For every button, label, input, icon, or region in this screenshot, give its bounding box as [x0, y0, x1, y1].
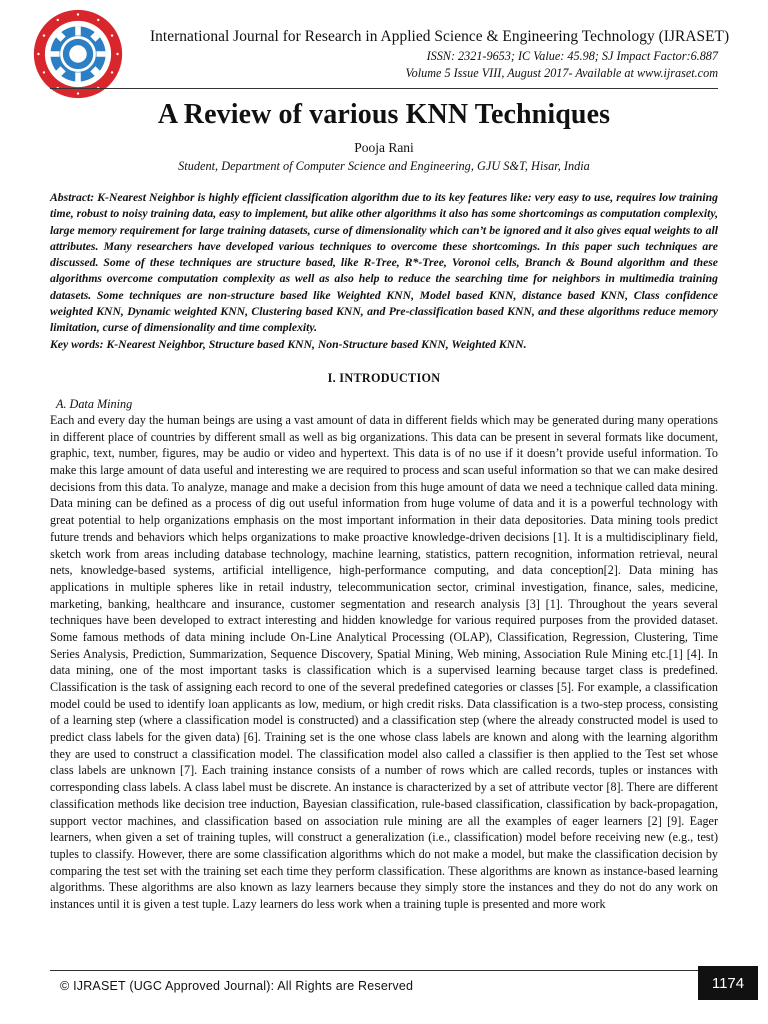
footer-copyright: © IJRASET (UGC Approved Journal): All Rights are Reserved — [60, 979, 414, 993]
journal-name: International Journal for Research in Applied Science & Engineering Technology (IJRASET) — [150, 28, 730, 45]
header-rule — [50, 88, 718, 89]
footer-rule — [50, 970, 698, 971]
journal-logo-icon — [32, 8, 124, 100]
abstract-text: Abstract: K-Nearest Neighbor is highly efficient classification algorithm due to its key features like: very easy to use, requires low training time, robust to noisy training data, easy to implement, but alike other algorithms it also has some shortcomings as computation complexity, large memory requirement for large training datasets, curse of dimensionality which can’t be ignored and it also gives equal weights to all attributes. Many researchers have developed various techniques to overcome these shortcomings. In this paper such techniques are discussed. Some of these techniques are structure based, like R-Tree, R*-Tree, Voronoi cells, Branch & Bound algorithm and these algorithms overcome computation complexity as well as also help to reduce the searching time for neighbors in multimedia training datasets. Some techniques are non-structure based like Weighted KNN, Model based KNN, distance based KNN, Class confidence weighted KNN, Dynamic weighted KNN, Clustering based KNN, and Pre-classification based KNN, and these algorithms reduce memory limitation, curse of dimensionality and time complexity. — [50, 191, 718, 335]
section-heading: I. INTRODUCTION — [327, 371, 441, 385]
journal-meta — [406, 48, 718, 82]
body-paragraph: Each and every day the human beings are using a vast amount of data in different fields which may be generated during many operations in different place of countries by different small as well as big organizations. This data can be present in several formats like document, graphic, text, number, figures, may be audio or video and hypertext. This data is of no use if it doesn’t provide useful information. To make this large amount of data useful and interesting we are required to process and scan useful information so that we can make desired decisions from this data. To analyze, manage and make a decision from this huge amount of data we need a technique called data mining. Data mining can be defined as a process of dig out useful information from huge volume of data and it is a powerful technology with great potential to help organizations emphasis on the most important information in their data depositories. Data mining tools predict future trends and behaviors which helps organizations to make proactive knowledge-driven decisions [1]. It is a multidisciplinary field, sketch work from areas including database technology, machine learning, statistics, pattern recognition, information retrieval, neural nets, knowledge-based systems, artificial intelligence, high-performance computing, and data conception[2]. Data mining has applications in multiple spheres like in retail industry, telecommunication sector, criminal investigation, finance, sales, medicine, marketing, banking, healthcare and insurance, customer segmentation and research analysis [3] [1]. Throughout the years several techniques have been developed to extract interesting and hidden knowledge for various required purposes from the provided dataset. Some famous methods of data mining include On-Line Analytical Processing (OLAP), Classification, Regression, Clustering, Time Series Analysis, Prediction, Summarization, Sequence Discovery, Spatial Mining, Web mining, Association Rule Mining etc.[1] [4]. In data mining, one of the most important tasks is classification which is a supervised learning because target class is predefined. Classification is the task of assigning each record to one of the several predefined categories or classes [5]. For example, a classification model could be used to identify loan applicants as low, medium, or high credit risks. Data classification is a two-step process, consisting of a learning step (where a classification model is constructed) and a classification step (where the already constructed model is used to predict class labels for the given data) [6]. Training set is the one whose class labels are known and along with the learning algorithm they are used to construct a classification model. The classification model also called a classifier is then applied to the Test set whose class labels are unknown [7]. Each training instance consists of a number of rows which are called records, tuples or instances with corresponding class labels. A class label must be discrete. An instance is characterized by a set of attribute vector [8]. There are different classification methods like decision tree induction, Bayesian classification, rule-based classification, classification by back-propagation, support vector machines, and classification based on association rule mining are all the examples of eager learners [2] [9]. Eager learners, when given a set of training tuples, will construct a generalization (i.e., classification) model before receiving new (e.g., test) tuples to classify. However, there are some classification algorithms which do not make a model, but make the classification decision by comparing the test set with the training set each time they perform classification. These algorithms are known as instance-based learning algorithms. These algorithms are also known as lazy learners because they simply store the instances and they do not do any work on instances until it is given a test tuple. Lazy learners do less work when a training tuple is presented and more work — [50, 413, 718, 911]
volume-line: Volume 5 Issue VIII, August 2017- Available at www.ijraset.com — [405, 66, 718, 80]
page-number: 1174 — [698, 966, 758, 1000]
author-name: Pooja Rani — [354, 140, 414, 155]
keywords: Key words: K-Nearest Neighbor, Structure based KNN, Non-Structure based KNN, Weighted KNN. — [50, 337, 527, 351]
paper-title: A Review of various KNN Techniques — [157, 99, 611, 130]
issn-line: ISSN: 2321-9653; IC Value: 45.98; SJ Impact Factor:6.887 — [426, 49, 718, 63]
abstract — [50, 190, 718, 353]
subsection-heading: A. Data Mining — [56, 397, 133, 411]
body-text — [50, 412, 718, 948]
author-affiliation: Student, Department of Computer Science and Engineering, GJU S&T, Hisar, India — [178, 159, 590, 173]
